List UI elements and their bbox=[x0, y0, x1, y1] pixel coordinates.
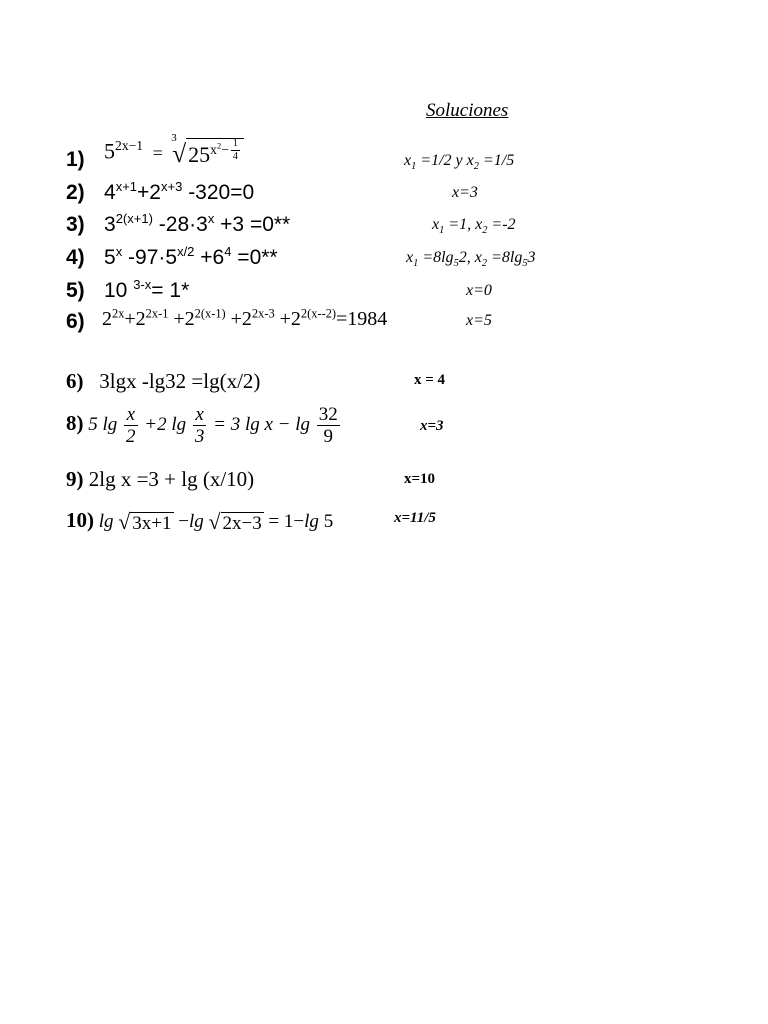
equation-6: $2^{2x}+2^{2x-1} +2^{2(x-1)} +2^{2x-3} +2^{2(x--2)}=1984$ bbox=[102, 306, 388, 330]
solution-9: x=10 bbox=[404, 471, 436, 487]
problem-number: 1) bbox=[66, 148, 85, 171]
solution-3: $x_1 =1$, $x_2 =-2$ bbox=[432, 216, 516, 237]
solution-5: x=0 bbox=[466, 282, 492, 299]
solution-1: $x_1 =1/2$ y $x_2 =1/5$ bbox=[404, 152, 515, 173]
equation-3: $3^{2(x+1)}$ $-28\cdot 3^x +3 =0**$ bbox=[104, 211, 291, 236]
solution-8: x=3 bbox=[420, 418, 444, 434]
solution-2: x=3 bbox=[452, 184, 478, 201]
equation-10: 10) lg √ 3x+1 −lg √ 2x−3 = 1−lg 5 bbox=[66, 508, 334, 535]
problem-number: 6) bbox=[66, 310, 85, 333]
solution-10: x=11/5 bbox=[394, 510, 436, 526]
equation-5: 10 $^{3-x}$= 1* bbox=[104, 277, 190, 302]
solution-7: x = 4 bbox=[414, 372, 446, 388]
solution-4: $x_1 =8\lg_52$, $x_2 =8\lg_53$ bbox=[406, 249, 536, 270]
problem-number: 3) bbox=[66, 213, 85, 236]
equation-4: 5$^x$ $-97\cdot 5^{x/2} +6^4 =0**$ bbox=[104, 244, 278, 269]
page-title: Soluciones bbox=[426, 100, 509, 121]
equation-8: 8) 5 lg $\frac{x}{2}$ +2 lg $\frac{x}{3}$ = 3 lg x − lg $\frac{32}{9}$ bbox=[66, 404, 338, 447]
problem-number: 2) bbox=[66, 181, 85, 204]
equation-7: 6) 3lgx -lg32 =lg(x/2) bbox=[66, 369, 261, 393]
problem-number: 5) bbox=[66, 279, 85, 302]
problem-number: 4) bbox=[66, 246, 85, 269]
equation-2: $4^{x+1}+2^{x+3}$ -320=0 bbox=[104, 179, 255, 204]
equation-9: 9) 2lg x =3 + lg (x/10) bbox=[66, 467, 255, 491]
equation-1: $5^{2x-1}$ = 3 $√25^{x^2- \frac{1}{4}}$ bbox=[104, 138, 244, 169]
solution-6: x=5 bbox=[466, 312, 492, 329]
